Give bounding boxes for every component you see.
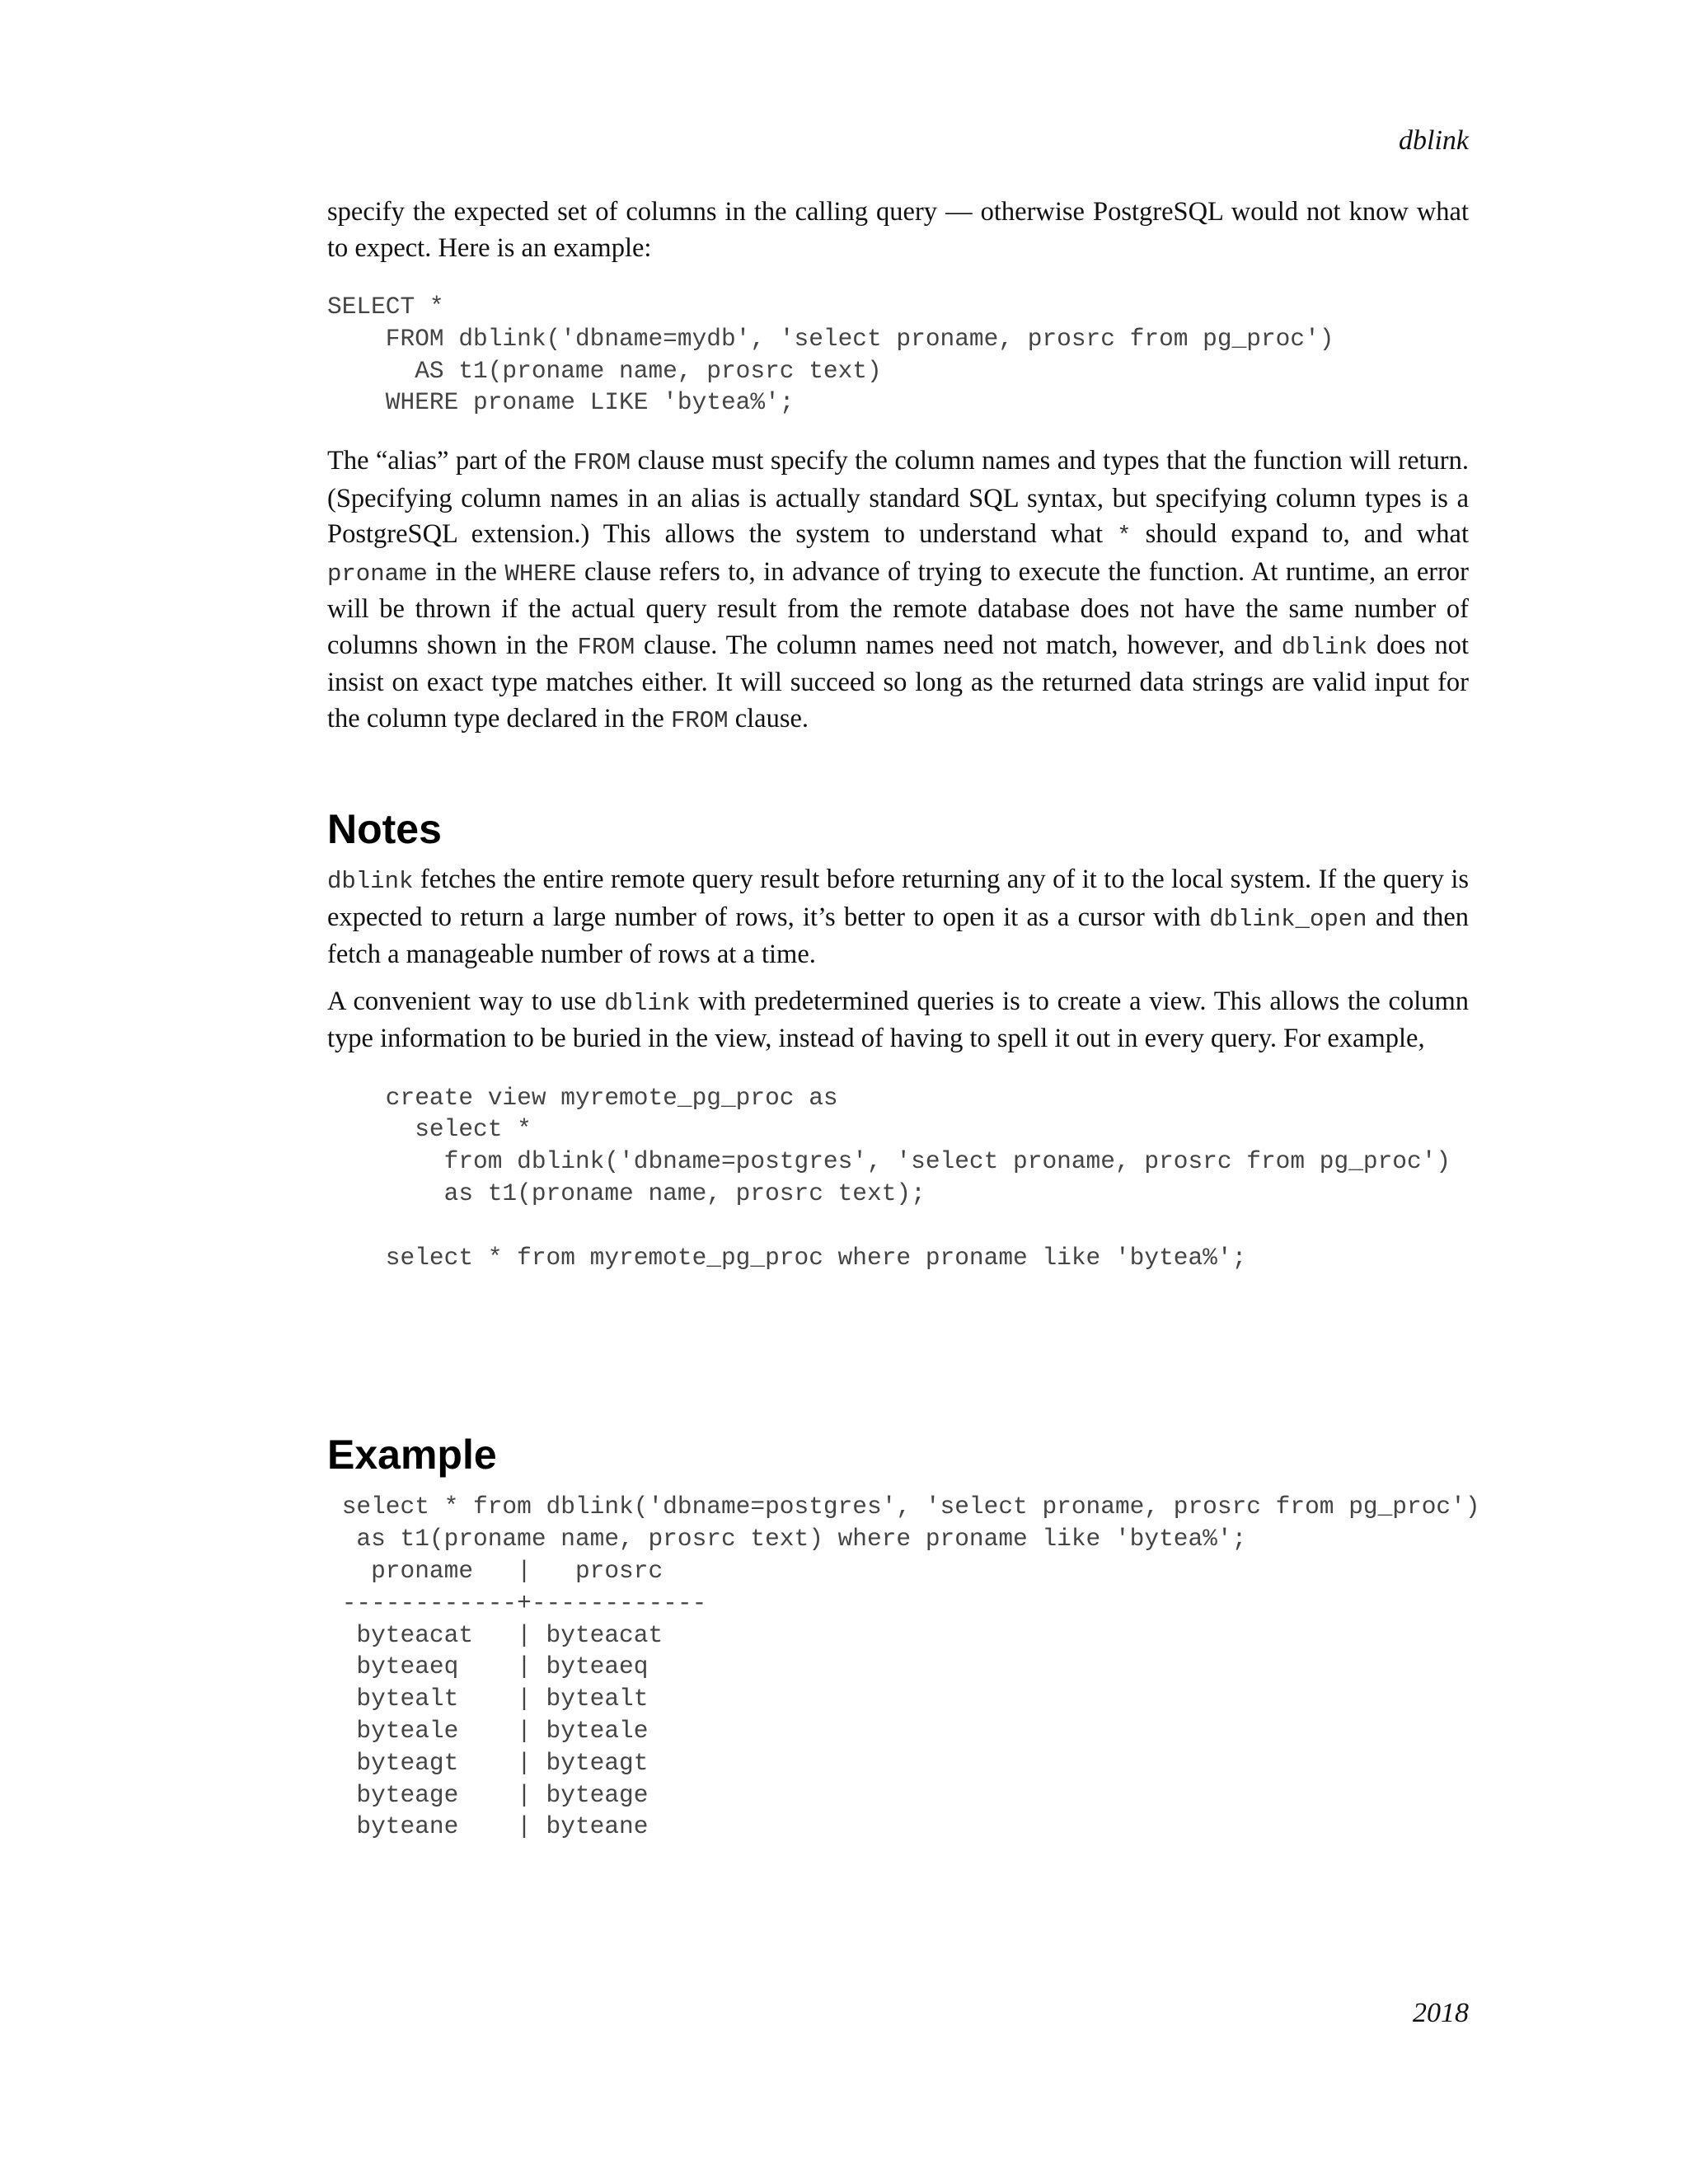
example-query-code: SELECT * FROM dblink('dbname=mydb', 'select proname, prosrc from pg_proc') AS t1(proname name, prosrc text) WHERE proname LIKE 'bytea%'; <box>327 293 1334 417</box>
alias-paragraph: The “alias” part of the FROM clause must specify the column names and types that the function will return. (Specifying column names in an alias is actually standard SQL syntax, but specifying column types is a PostgreSQL extension.) This allows the system to understand what * should expand to, and what proname in the WHERE clause refers to, in advance of trying to execute the function. At runtime, an error will be thrown if the actual query result from the remote database does not have the same number of columns shown in the FROM clause. The column names need not match, however, and dblink does not insist on exact type matches either. It will succeed so long as the returned data strings are valid input for the column type declared in the FROM clause. <box>327 446 1470 734</box>
notes-paragraph-2: A convenient way to use dblink with predetermined queries is to create a view. This allows the column type information to be buried in the view, instead of having to spell it out in every query. For example, <box>327 986 1470 1054</box>
example-output-code: select * from dblink('dbname=postgres', 'select proname, prosrc from pg_proc') as t1(proname name, prosrc text) where proname like 'bytea%'; proname | prosrc ------------+------------ byteacat | byteacat byteaeq | byteaeq bytealt | bytealt byteale | byteale byteagt | byteagt byteage | byteage byteane | byteane <box>341 1493 1480 1841</box>
view-example-code: create view myremote_pg_proc as select * from dblink('dbname=postgres', 'select proname, prosrc from pg_proc') as t1(proname name, prosrc text); select * from myremote_pg_proc where proname like 'bytea%'; <box>385 1083 1451 1272</box>
page-content <box>327 194 1480 1843</box>
running-head: dblink <box>1399 125 1469 156</box>
intro-paragraph: specify the expected set of columns in the calling query — otherwise PostgreSQL would not know what to expect. Here is an example: <box>327 197 1469 263</box>
notes-heading: Notes <box>327 806 442 853</box>
notes-paragraph-1: dblink fetches the entire remote query result before returning any of it to the local system. If the query is expected to return a large number of rows, it’s better to open it as a cursor with dblink_open and then fetch a manageable number of rows at a time. <box>327 865 1469 970</box>
example-heading: Example <box>327 1432 497 1479</box>
page-number: 2018 <box>1413 1998 1469 2028</box>
